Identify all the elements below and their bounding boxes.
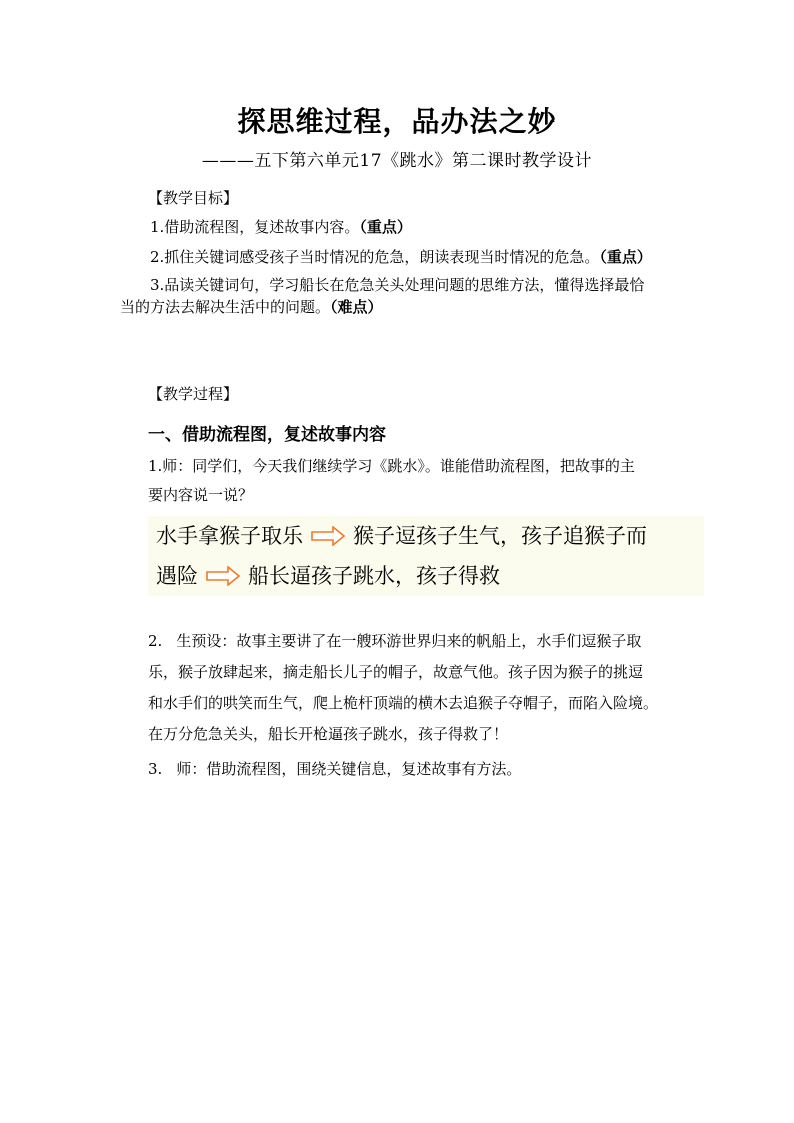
item-3-text: 师：借助流程图，围绕关键信息，复述故事有方法。 (176, 760, 522, 778)
item-1-line2: 要内容说一说？ (148, 486, 254, 504)
flow-row-2 (148, 556, 704, 596)
item-2-number: 2. (148, 632, 163, 650)
goal-2-tag: （重点） (599, 248, 652, 266)
goal-2-text: 2.抓住关键词感受孩子当时情况的危急，朗读表现当时情况的危急。 (150, 248, 600, 266)
flow-row-1 (148, 516, 704, 556)
goal-3-text: 当的方法去解决生活中的问题。 (120, 298, 331, 316)
flow-chart (148, 516, 704, 596)
item-2-text: 生预设：故事主要讲了在一艘环游世界归来的帆船上，水手们逗猴子取 (176, 632, 642, 650)
flow-arrow-icon (206, 566, 240, 586)
process-label: 【教学过程】 (148, 385, 239, 403)
item-2-line4: 在万分危急关头，船长开枪逼孩子跳水，孩子得救了！ (148, 725, 509, 743)
flow-step-2: 猴子逗孩子生气，孩子追猴子而 (353, 524, 647, 548)
goal-1-tag: （重点） (359, 218, 412, 236)
document-title: 探思维过程，品办法之妙 (237, 105, 557, 138)
item-1-line1: 1.师：同学们，今天我们继续学习《跳水》。谁能借助流程图，把故事的主 (148, 457, 635, 475)
flow-arrow-icon (311, 526, 345, 546)
goal-2 (150, 246, 652, 267)
item-3-number: 3. (148, 760, 163, 778)
document-subtitle: ———五下第六单元17《跳水》第二课时教学设计 (201, 151, 593, 171)
flow-step-3: 船长逼孩子跳水，孩子得救 (248, 564, 500, 588)
goal-1 (150, 216, 412, 237)
goal-1-text: 1.借助流程图，复述故事内容。 (150, 218, 360, 236)
goals-label: 【教学目标】 (148, 189, 239, 207)
flow-step-2-cont: 遇险 (156, 564, 198, 588)
goal-3-tag: （难点） (330, 298, 383, 316)
item-2-line2: 乐，猴子放肆起来，摘走船长儿子的帽子，故意气他。孩子因为猴子的挑逗 (148, 663, 644, 681)
goal-3-line2 (120, 296, 383, 317)
flow-step-1: 水手拿猴子取乐 (156, 524, 303, 548)
item-3 (148, 755, 521, 784)
item-2-line1 (148, 627, 641, 656)
section-1-heading: 一、借助流程图，复述故事内容 (148, 425, 386, 445)
goal-3-line1: 3.品读关键词句，学习船长在危急关头处理问题的思维方法，懂得选择最恰 (150, 276, 645, 294)
item-2-line3: 和水手们的哄笑而生气，爬上桅杆顶端的横木去追猴子夺帽子，而陷入险境。 (148, 694, 659, 712)
